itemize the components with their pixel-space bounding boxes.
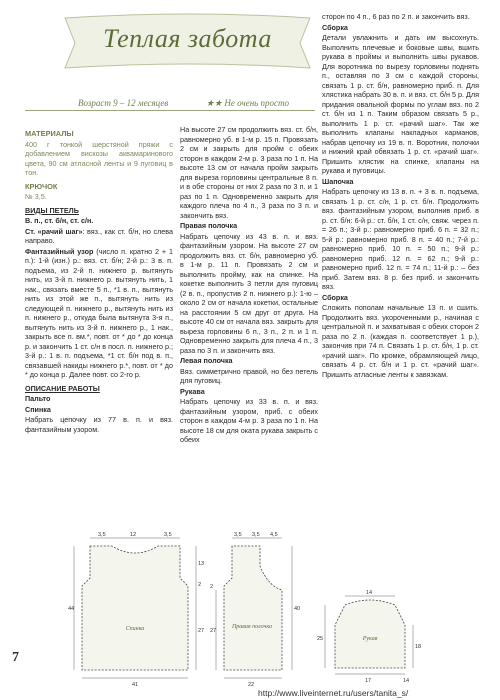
rachiy-label: Ст. «рачий шаг» [25,226,83,236]
front-diagram [210,530,305,690]
pattern-label: Фантазийный узор [25,246,94,256]
page-number: 7 [12,650,19,665]
back-text: Набрать цепочку из 77 в. п. и вяз. фантазийным узором. [25,415,173,434]
front-dim-top-a: 3,5 [234,532,242,538]
assembly-title: Сборка [322,22,348,32]
back-dim-side-a: 44 [68,606,75,612]
column-1 [25,125,173,435]
front-dim-bottom: 22 [248,682,255,688]
back-dim-side-d: 13 [198,561,205,567]
sleeve-dim-side-a: 25 [317,636,324,642]
hat-assembly-text: Сложить пополам начальные 13 п. и сшить. Продолжить вяз. укороченными р., начиная с центральной п. и захватывая с обеих сторон 2 раза по 2 п. (каждая п. соответствует 1 р.), закончив при 74 п. Связать 1 р. ст. б/н, 1 р. ст. «рачий шаг». По кромке, обрамляющей лицо, связать 4 р. ст. б/н и 1 р. ст. «рачий шаг». Пришить атласные ленты к завязкам. [322,303,479,379]
front-dim-top-b: 3,5 [252,532,260,538]
back-dim-top-b: 12 [130,532,137,538]
hat-title: Шапочка [322,176,354,186]
hook-title: КРЮЧОК [25,181,58,191]
sleeves-title: Рукава [180,386,205,396]
difficulty-text: Не очень просто [224,98,289,108]
hook-text: № 3,5. [25,192,47,201]
description-title: ОПИСАНИЕ РАБОТЫ [25,383,100,393]
front-dim-top-c: 4,5 [270,532,278,538]
hat-text: Набрать цепочку из 13 в. п. + 3 в. п. подъема, связать 1 р. ст. с/н, 1 р. ст. б/н. Продолжить вяз. фантазийным узором, выполнив приб. в р. ст. б/н: 6-й р.: ст. б/н, 1 ст. с/н, свяж. через п. = 26 п.; 3-й р.: равномерно приб. 6 п. = 32 п.; 5-й р.: равномерно приб. 8 п. = 40 п.; 7-й р.: равномерно приб. 10 п. = 50 п.; 9-й р.: равномерно приб. 12 п. = 62 п.; 9-й р.: равномерно приб. 12 п. = 74 п.; 11-й р.: – без приб. Затем вяз. 8 р. без приб. и закончить вяз. [322,187,479,291]
header-divider [25,110,315,111]
front-diagram-name: Правая полочка [231,624,273,630]
sleeve-continued: сторон по 4 п., 6 раз по 2 п. и закончить вяз. [322,12,470,21]
pattern-text: (число п. кратно 2 + 1 п.): 1-й (изн.) р.: вяз. ст. б/н; 2-й р.: 3 в. п. подъема, из 2-й п. нижнего р. вытянуть нить, из 3-й п. нижнего р. вытянуть нить, 1 нак., связать вместе 5 п., *1 в. п., вытянуть нить из этой же п., вытянуть нить из следующей п. нижнего р., вытянуть нить из п. нижнего р., откуда была вытянута 3-я п., вытянуть нить из 3-й п. нижнего р., 1 нак., закрыть все п. вм.*, повт. от * до * до конца р. и закончить 1 ст. с/н в посл. п. нижнего р.; 3-й р.: 1 в. п. подъема, *1 ст. б/н под в. п., связавшей накиды нижнего р.*, повт. от * до * до конца р. Далее повт. со 2-го р. [25,246,173,379]
age-label: Возраст 9 – 12 месяцев [78,98,169,108]
right-front-title: Правая полочка [180,221,238,230]
front-dim-side-c: 2 [210,584,214,590]
back-dim-side-c: 2 [198,582,202,588]
pattern-paragraph [25,247,173,380]
back-title: Спинка [25,404,51,414]
column-2 [180,125,318,446]
rachiy-paragraph [25,227,173,246]
back-diagram-name: Спинка [125,626,145,632]
back-dim-side-b: 27 [198,628,205,634]
sleeve-diagram [315,590,425,685]
right-front-text: Набрать цепочку из 43 в. п. и вяз. фантазийным узором. На высоте 27 см продолжить вяз. ст. б/н, равномерно уб. в 1-м р. 11 п. Провязать 2 см и выполнить пройму, как на спинке. На кокетке выполнить 3 петли для пуговиц (2 в. п., пропустив 2 п. нижнего р.): 1-ю – около 2 см от начала кокетки, остальные на расстоянии 5 см друг от друга. На высоте 40 см от начала вяз. закрыть для выреза горловины 6 п., 3 п., 2 п. и 1 п. Одновременно закрыть для плеча 4 п., 3 раза по 3 п. и закончить вяз. [180,231,318,355]
back-dim-top-a: 3,5 [98,532,106,538]
page-title: Теплая забота [103,24,272,53]
column-3 [322,12,479,380]
loops-basic: В. п., ст. б/н, ст. с/н. [25,216,94,225]
coat-title: Пальто [25,394,51,403]
back-dim-bottom: 41 [132,682,139,688]
assembly-text: Детали увлажнить и дать им высохнуть. Выполнить плечевые и боковые швы, вшить рукава в проймы и выполнить швы рукавов. Для воротника по вырезу горловины поднять п., оставляя по 3 см с каждой стороны, связать 1 р. ст. б/н, равномерно приб. п. Для хлястика набрать 30 в. п. и вяз. ст. б/н 5 р. Для придания овальной формы по углам вяз. по 2 ст. б/н из 1 п. Таким образом связать 5 р., выполнить 1 р. ст. «рачий шаг». Так же выполнить клапаны накладных карманов, набрав цепочку из 19 в. п. Воротник, полочки и нижний край обвязать 1 р. ст. «рачий шаг». Пришить хлястик на спинке, клапаны на рукава и пуговицы. [322,33,479,175]
difficulty-label: ★★ Не очень просто [206,98,289,108]
sleeve-dim-bottom-a: 17 [365,678,372,684]
sleeve-diagram-name: Рукав [362,636,378,642]
back-continued: На высоте 27 см продолжить вяз. ст. б/н, равномерно уб. в 1-м р. 15 п. Провязать 2 см и закрыть для пройм с обеих сторон в каждом 2-м р. 3 раза по 1 п. На высоте 13 см от начала пройм закрыть для выреза горловины центральные 8 п. и в обе стороны от них 2 раза по 3 п. и 1 раз по 1 п. Одновременно закрыть для каждого плеча по 4 п., 3 раза по 3 п. и закончить вяз. [180,125,318,220]
front-dim-side-b: 27 [210,628,217,634]
loops-title: ВИДЫ ПЕТЕЛЬ [25,205,79,215]
materials-text: 400 г тонкой шерстяной пряжи с добавлением вискозы аквамаринового цвета, 90 см атласной ленты и 9 пуговиц в тон. [25,139,173,177]
footer-url: http://www.liveinternet.ru/users/tanita_s/ [258,688,409,698]
hat-assembly-title: Сборка [322,292,348,302]
front-dim-side-a: 40 [294,606,301,612]
sleeve-dim-bottom-b: 14 [403,678,410,684]
left-front-title: Левая полочка [180,356,233,365]
back-diagram [68,530,208,690]
left-front-text: Вяз. симметрично правой, но без петель для пуговиц. [180,366,318,385]
back-dim-top-c: 3,5 [164,532,172,538]
sleeve-dim-top: 14 [366,590,373,596]
sleeves-text: Набрать цепочку из 33 в. п. и вяз. фантазийным узором, приб. с обеих сторон в каждом 4-м р. 3 раза по 1 п. На высоте 18 см для оката рукава закрыть с обеих [180,397,318,444]
rachiy-text: : вяз., как ст. б/н, но слева направо. [25,226,173,245]
sleeve-dim-side-b: 18 [415,644,422,650]
materials-title: МАТЕРИАЛЫ [25,129,74,138]
